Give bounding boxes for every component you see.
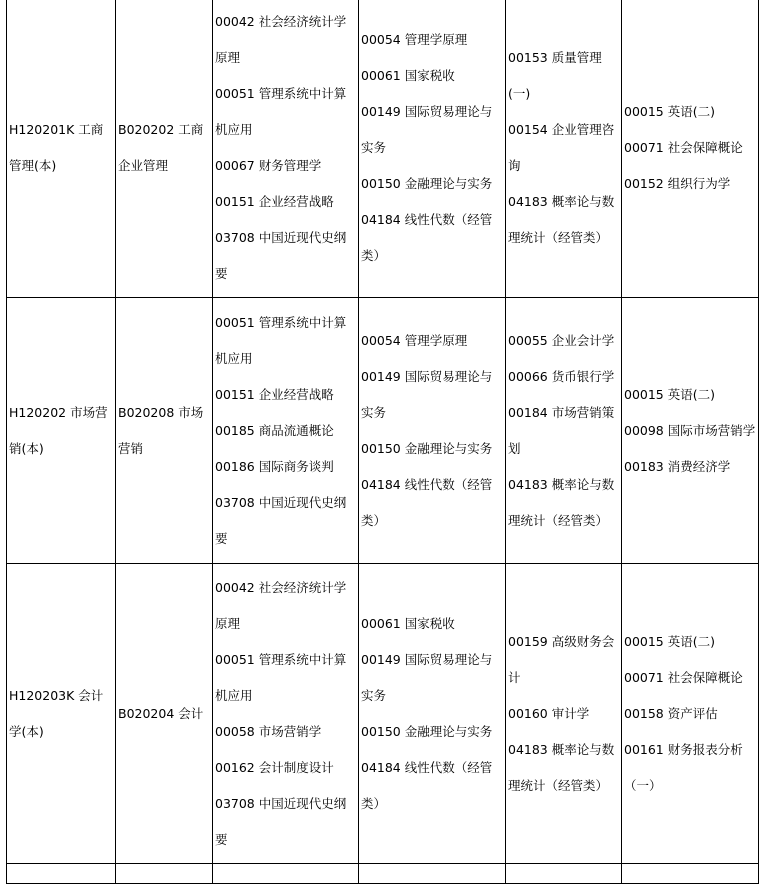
course-item: 00150 金融理论与实务 [361, 176, 493, 191]
course-item: 00150 金融理论与实务 [361, 723, 493, 739]
code-cell [116, 0, 213, 298]
course-item: 00042 社会经济统计学原理 [215, 14, 347, 65]
course-item: 00058 市场营销学 [215, 723, 322, 739]
course-item: 00066 货币银行学 [508, 368, 615, 384]
major-cell [7, 298, 116, 564]
course-item: 03708 中国近现代史纲要 [215, 795, 347, 847]
course-cell [213, 298, 359, 564]
course-cell [213, 0, 359, 298]
course-cell [622, 564, 759, 864]
course-item: 00158 资产评估 [624, 705, 718, 721]
course-item: 00185 商品流通概论 [215, 422, 334, 438]
course-item: 00015 英语(二) [624, 104, 715, 119]
course-item: 00071 社会保障概论 [624, 669, 743, 685]
major-cell [7, 0, 116, 298]
course-item: 00054 管理学原理 [361, 332, 468, 348]
major-name: H120201K 工商管理(本) [9, 122, 104, 173]
course-item: 00154 企业管理咨询 [508, 122, 615, 173]
course-cell [506, 0, 622, 298]
course-item: 00160 审计学 [508, 705, 590, 721]
exam-course-table [6, 0, 759, 884]
course-item: 00149 国际贸易理论与实务 [361, 651, 493, 703]
course-cell [359, 298, 506, 564]
table-row [7, 0, 759, 298]
course-item: 00149 国际贸易理论与实务 [361, 104, 493, 155]
course-item: 00051 管理系统中计算机应用 [215, 314, 347, 366]
course-item: 00054 管理学原理 [361, 32, 468, 47]
course-cell [213, 564, 359, 864]
major-code: B020208 市场营销 [118, 404, 204, 456]
course-item: 00051 管理系统中计算机应用 [215, 86, 347, 137]
course-item: 00161 财务报表分析（一） [624, 741, 743, 793]
course-item: 00151 企业经营战略 [215, 386, 334, 402]
course-cell [506, 564, 622, 864]
course-item: 00186 国际商务谈判 [215, 458, 334, 474]
course-item: 00152 组织行为学 [624, 176, 731, 191]
major-code: B020204 会计 [118, 705, 204, 721]
course-item: 00153 质量管理(一) [508, 50, 602, 101]
course-item: 00159 高级财务会计 [508, 633, 615, 685]
table-row [7, 298, 759, 564]
course-item: 04184 线性代数（经管类） [361, 476, 493, 528]
course-item: 04183 概率论与数理统计（经管类） [508, 194, 615, 245]
course-item: 00162 会计制度设计 [215, 759, 334, 775]
course-cell [359, 0, 506, 298]
course-item: 00184 市场营销策划 [508, 404, 615, 456]
major-name: H120202 市场营销(本) [9, 404, 108, 456]
course-item: 00150 金融理论与实务 [361, 440, 493, 456]
table-row-partial [7, 864, 759, 884]
course-item: 00061 国家税收 [361, 68, 455, 83]
course-cell [622, 298, 759, 564]
course-item: 03708 中国近现代史纲要 [215, 494, 347, 546]
major-cell [7, 564, 116, 864]
course-item: 00151 企业经营战略 [215, 194, 334, 209]
course-cell [622, 0, 759, 298]
course-item: 03708 中国近现代史纲要 [215, 230, 347, 281]
course-item: 00055 企业会计学 [508, 332, 615, 348]
course-cell [359, 564, 506, 864]
course-item: 00042 社会经济统计学原理 [215, 579, 347, 631]
course-cell [506, 298, 622, 564]
course-item: 04184 线性代数（经管类） [361, 212, 493, 263]
table-row [7, 564, 759, 864]
course-item: 00183 消费经济学 [624, 458, 731, 474]
course-item: 00071 社会保障概论 [624, 140, 743, 155]
major-code: B020202 工商企业管理 [118, 122, 204, 173]
major-name: H120203K 会计学(本) [9, 687, 104, 739]
course-item: 00051 管理系统中计算机应用 [215, 651, 347, 703]
code-cell [116, 298, 213, 564]
course-item: 04183 概率论与数理统计（经管类） [508, 741, 615, 793]
course-item: 00015 英语(二) [624, 633, 715, 649]
code-cell [116, 564, 213, 864]
course-item: 04183 概率论与数理统计（经管类） [508, 476, 615, 528]
course-item: 00149 国际贸易理论与实务 [361, 368, 493, 420]
course-item: 00067 财务管理学 [215, 158, 322, 173]
course-item: 00098 国际市场营销学 [624, 422, 756, 438]
course-item: 00061 国家税收 [361, 615, 455, 631]
course-item: 04184 线性代数（经管类） [361, 759, 493, 811]
course-item: 00015 英语(二) [624, 386, 715, 402]
